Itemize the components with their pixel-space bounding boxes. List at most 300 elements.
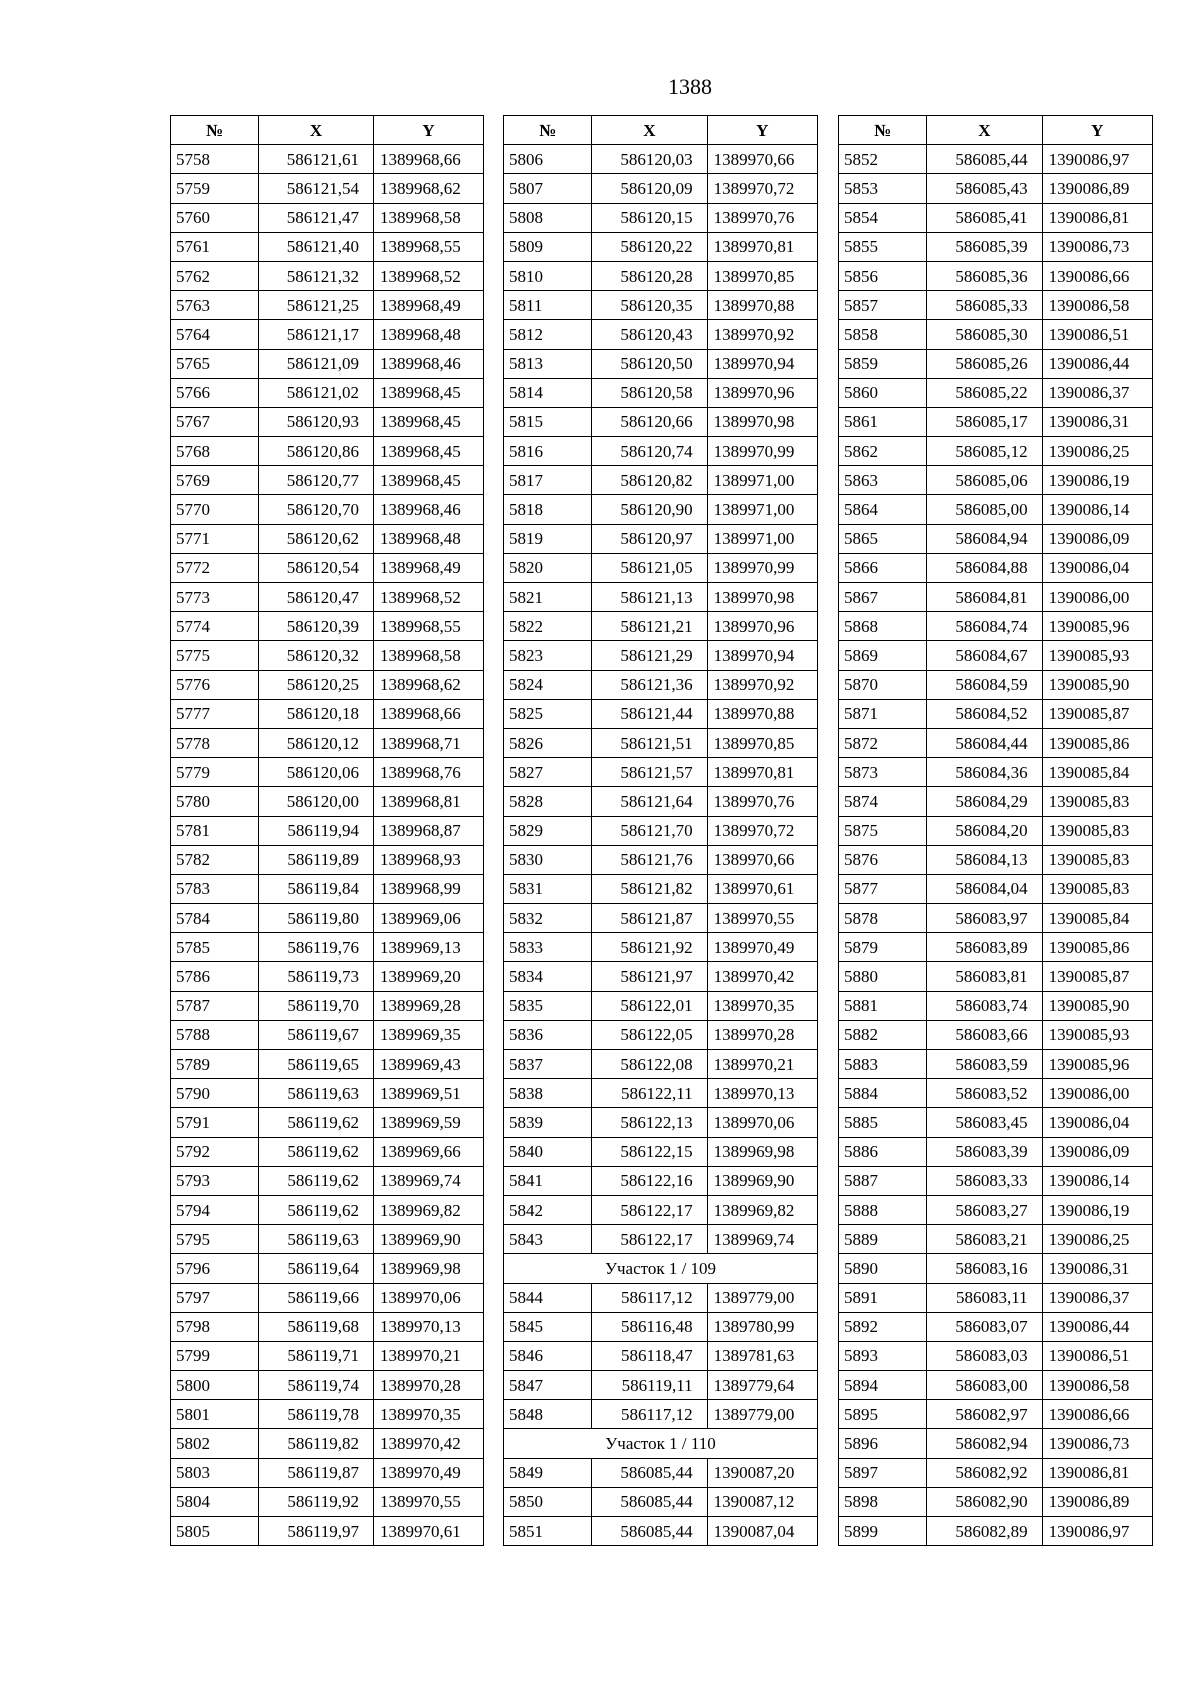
y-coordinate-cell: 1389970,06 [707,1108,817,1137]
point-number-cell: 5786 [171,962,259,991]
table-row [504,203,818,232]
point-number-cell: 5779 [171,758,259,787]
table-row [839,203,1153,232]
x-coordinate-cell: 586122,17 [592,1195,707,1224]
x-coordinate-cell: 586122,08 [592,1050,707,1079]
point-number-cell: 5883 [839,1050,927,1079]
table-row [839,991,1153,1020]
y-coordinate-cell: 1389970,88 [707,291,817,320]
table-row [839,320,1153,349]
table-row [504,1371,818,1400]
point-number-cell: 5782 [171,845,259,874]
table-row [504,933,818,962]
y-coordinate-cell: 1389969,59 [374,1108,484,1137]
y-coordinate-cell: 1390086,25 [1042,1225,1152,1254]
table-row [504,291,818,320]
table-row [839,787,1153,816]
table-row [171,1079,484,1108]
point-number-cell: 5853 [839,174,927,203]
point-number-cell: 5772 [171,553,259,582]
x-coordinate-cell: 586121,36 [592,670,707,699]
x-coordinate-cell: 586120,58 [592,378,707,407]
x-coordinate-cell: 586119,84 [259,874,374,903]
y-coordinate-cell: 1389970,98 [707,407,817,436]
x-coordinate-cell: 586120,93 [259,407,374,436]
point-number-cell: 5847 [504,1371,592,1400]
table-row [504,1108,818,1137]
point-number-cell: 5814 [504,378,592,407]
table-row [839,349,1153,378]
table-header-row [171,116,484,145]
point-number-cell: 5833 [504,933,592,962]
point-number-cell: 5895 [839,1400,927,1429]
table-row [504,349,818,378]
point-number-cell: 5766 [171,378,259,407]
y-coordinate-cell: 1389970,98 [707,583,817,612]
point-number-cell: 5815 [504,407,592,436]
point-number-cell: 5770 [171,495,259,524]
x-coordinate-cell: 586083,59 [927,1050,1042,1079]
x-coordinate-cell: 586119,63 [259,1079,374,1108]
point-number-cell: 5785 [171,933,259,962]
table-row [839,495,1153,524]
y-coordinate-cell: 1389779,00 [707,1400,817,1429]
x-coordinate-cell: 586121,51 [592,728,707,757]
x-coordinate-cell: 586116,48 [592,1312,707,1341]
table-row [171,612,484,641]
table-row [171,174,484,203]
point-number-cell: 5788 [171,1020,259,1049]
point-number-cell: 5892 [839,1312,927,1341]
table-row [839,1517,1153,1546]
point-number-cell: 5890 [839,1254,927,1283]
section-row [504,1254,818,1283]
y-coordinate-cell: 1390085,84 [1042,758,1152,787]
header-y: Y [707,116,817,145]
y-coordinate-cell: 1389970,96 [707,378,817,407]
x-coordinate-cell: 586084,29 [927,787,1042,816]
point-number-cell: 5872 [839,728,927,757]
table-row [839,874,1153,903]
y-coordinate-cell: 1389970,88 [707,699,817,728]
table-row [171,670,484,699]
x-coordinate-cell: 586084,94 [927,524,1042,553]
point-number-cell: 5836 [504,1020,592,1049]
x-coordinate-cell: 586119,64 [259,1254,374,1283]
section-label: Участок 1 / 110 [504,1429,818,1458]
x-coordinate-cell: 586085,44 [592,1517,707,1546]
y-coordinate-cell: 1390086,97 [1042,145,1152,174]
x-coordinate-cell: 586084,52 [927,699,1042,728]
table-row [504,437,818,466]
y-coordinate-cell: 1389968,71 [374,728,484,757]
table-row [171,1458,484,1487]
table-row [171,641,484,670]
y-coordinate-cell: 1389970,13 [707,1079,817,1108]
point-number-cell: 5769 [171,466,259,495]
x-coordinate-cell: 586121,25 [259,291,374,320]
table-row [839,407,1153,436]
point-number-cell: 5831 [504,874,592,903]
table-row [504,495,818,524]
x-coordinate-cell: 586085,33 [927,291,1042,320]
x-coordinate-cell: 586121,21 [592,612,707,641]
y-coordinate-cell: 1389781,63 [707,1341,817,1370]
table-row [504,553,818,582]
y-coordinate-cell: 1390085,96 [1042,612,1152,641]
table-row [504,1517,818,1546]
y-coordinate-cell: 1390085,93 [1042,1020,1152,1049]
table-row [171,583,484,612]
point-number-cell: 5857 [839,291,927,320]
x-coordinate-cell: 586084,20 [927,816,1042,845]
table-row [839,1341,1153,1370]
table-row [171,320,484,349]
point-number-cell: 5837 [504,1050,592,1079]
point-number-cell: 5889 [839,1225,927,1254]
y-coordinate-cell: 1389970,66 [707,145,817,174]
y-coordinate-cell: 1389970,92 [707,320,817,349]
y-coordinate-cell: 1389969,66 [374,1137,484,1166]
x-coordinate-cell: 586085,44 [927,145,1042,174]
point-number-cell: 5787 [171,991,259,1020]
x-coordinate-cell: 586120,54 [259,553,374,582]
table-row [839,1137,1153,1166]
x-coordinate-cell: 586085,17 [927,407,1042,436]
y-coordinate-cell: 1389968,48 [374,320,484,349]
x-coordinate-cell: 586120,62 [259,524,374,553]
table-row [171,291,484,320]
point-number-cell: 5791 [171,1108,259,1137]
y-coordinate-cell: 1390086,97 [1042,1517,1152,1546]
table-row [171,816,484,845]
table-row [171,758,484,787]
x-coordinate-cell: 586085,06 [927,466,1042,495]
x-coordinate-cell: 586085,44 [592,1458,707,1487]
point-number-cell: 5899 [839,1517,927,1546]
y-coordinate-cell: 1389969,90 [374,1225,484,1254]
y-coordinate-cell: 1389970,35 [707,991,817,1020]
y-coordinate-cell: 1389969,98 [374,1254,484,1283]
y-coordinate-cell: 1389968,76 [374,758,484,787]
y-coordinate-cell: 1390085,90 [1042,670,1152,699]
y-coordinate-cell: 1390086,89 [1042,1487,1152,1516]
y-coordinate-cell: 1389969,20 [374,962,484,991]
point-number-cell: 5783 [171,874,259,903]
x-coordinate-cell: 586120,97 [592,524,707,553]
table-row [504,1225,818,1254]
table-row [171,349,484,378]
y-coordinate-cell: 1389969,06 [374,904,484,933]
y-coordinate-cell: 1389969,90 [707,1166,817,1195]
header-y: Y [1042,116,1152,145]
y-coordinate-cell: 1390086,00 [1042,1079,1152,1108]
x-coordinate-cell: 586119,62 [259,1166,374,1195]
table-row [839,699,1153,728]
point-number-cell: 5859 [839,349,927,378]
x-coordinate-cell: 586120,50 [592,349,707,378]
point-number-cell: 5846 [504,1341,592,1370]
y-coordinate-cell: 1389970,06 [374,1283,484,1312]
x-coordinate-cell: 586121,02 [259,378,374,407]
table-row [171,145,484,174]
point-number-cell: 5878 [839,904,927,933]
point-number-cell: 5854 [839,203,927,232]
table-row [504,1050,818,1079]
table-row [839,1371,1153,1400]
table-row [504,407,818,436]
header-x: X [927,116,1042,145]
y-coordinate-cell: 1390085,96 [1042,1050,1152,1079]
y-coordinate-cell: 1390086,81 [1042,1458,1152,1487]
table-row [504,1195,818,1224]
table-row [171,232,484,261]
point-number-cell: 5880 [839,962,927,991]
x-coordinate-cell: 586121,97 [592,962,707,991]
table-row [839,1050,1153,1079]
point-number-cell: 5888 [839,1195,927,1224]
table-row [504,583,818,612]
table-row [839,641,1153,670]
table-row [839,904,1153,933]
y-coordinate-cell: 1390086,44 [1042,349,1152,378]
x-coordinate-cell: 586122,13 [592,1108,707,1137]
table-row [504,816,818,845]
y-coordinate-cell: 1389968,99 [374,874,484,903]
x-coordinate-cell: 586119,87 [259,1458,374,1487]
y-coordinate-cell: 1390086,31 [1042,407,1152,436]
table-row [839,261,1153,290]
point-number-cell: 5777 [171,699,259,728]
x-coordinate-cell: 586085,43 [927,174,1042,203]
point-number-cell: 5812 [504,320,592,349]
x-coordinate-cell: 586085,12 [927,437,1042,466]
y-coordinate-cell: 1389970,96 [707,612,817,641]
table-row [504,320,818,349]
y-coordinate-cell: 1389970,66 [707,845,817,874]
point-number-cell: 5862 [839,437,927,466]
y-coordinate-cell: 1389968,52 [374,583,484,612]
table-row [171,904,484,933]
point-number-cell: 5842 [504,1195,592,1224]
x-coordinate-cell: 586117,12 [592,1283,707,1312]
y-coordinate-cell: 1390085,83 [1042,874,1152,903]
x-coordinate-cell: 586084,88 [927,553,1042,582]
point-number-cell: 5764 [171,320,259,349]
table-row [171,524,484,553]
point-number-cell: 5891 [839,1283,927,1312]
table-row [839,174,1153,203]
point-number-cell: 5874 [839,787,927,816]
table-row [171,466,484,495]
table-row [171,1254,484,1283]
x-coordinate-cell: 586120,74 [592,437,707,466]
x-coordinate-cell: 586085,41 [927,203,1042,232]
y-coordinate-cell: 1390086,14 [1042,495,1152,524]
table-row [839,378,1153,407]
y-coordinate-cell: 1389970,85 [707,728,817,757]
point-number-cell: 5881 [839,991,927,1020]
y-coordinate-cell: 1389970,99 [707,437,817,466]
header-number: № [839,116,927,145]
point-number-cell: 5799 [171,1341,259,1370]
x-coordinate-cell: 586118,47 [592,1341,707,1370]
point-number-cell: 5808 [504,203,592,232]
point-number-cell: 5803 [171,1458,259,1487]
point-number-cell: 5828 [504,787,592,816]
x-coordinate-cell: 586120,43 [592,320,707,349]
y-coordinate-cell: 1389970,61 [707,874,817,903]
x-coordinate-cell: 586083,52 [927,1079,1042,1108]
x-coordinate-cell: 586120,28 [592,261,707,290]
x-coordinate-cell: 586121,09 [259,349,374,378]
point-number-cell: 5805 [171,1517,259,1546]
point-number-cell: 5825 [504,699,592,728]
point-number-cell: 5832 [504,904,592,933]
y-coordinate-cell: 1389780,99 [707,1312,817,1341]
y-coordinate-cell: 1389970,21 [707,1050,817,1079]
point-number-cell: 5816 [504,437,592,466]
y-coordinate-cell: 1389968,45 [374,466,484,495]
x-coordinate-cell: 586122,17 [592,1225,707,1254]
header-x: X [592,116,707,145]
x-coordinate-cell: 586121,17 [259,320,374,349]
x-coordinate-cell: 586085,30 [927,320,1042,349]
x-coordinate-cell: 586083,74 [927,991,1042,1020]
y-coordinate-cell: 1390086,00 [1042,583,1152,612]
table-row [504,1458,818,1487]
point-number-cell: 5794 [171,1195,259,1224]
x-coordinate-cell: 586121,40 [259,232,374,261]
y-coordinate-cell: 1390086,19 [1042,466,1152,495]
x-coordinate-cell: 586120,77 [259,466,374,495]
point-number-cell: 5793 [171,1166,259,1195]
y-coordinate-cell: 1389970,28 [707,1020,817,1049]
table-row [171,1371,484,1400]
y-coordinate-cell: 1389968,81 [374,787,484,816]
x-coordinate-cell: 586085,26 [927,349,1042,378]
point-number-cell: 5822 [504,612,592,641]
x-coordinate-cell: 586117,12 [592,1400,707,1429]
x-coordinate-cell: 586122,01 [592,991,707,1020]
point-number-cell: 5877 [839,874,927,903]
x-coordinate-cell: 586084,74 [927,612,1042,641]
y-coordinate-cell: 1390085,83 [1042,787,1152,816]
x-coordinate-cell: 586119,94 [259,816,374,845]
x-coordinate-cell: 586121,54 [259,174,374,203]
x-coordinate-cell: 586121,70 [592,816,707,845]
y-coordinate-cell: 1390086,73 [1042,232,1152,261]
point-number-cell: 5850 [504,1487,592,1516]
x-coordinate-cell: 586122,16 [592,1166,707,1195]
y-coordinate-cell: 1389970,21 [374,1341,484,1370]
point-number-cell: 5795 [171,1225,259,1254]
x-coordinate-cell: 586120,00 [259,787,374,816]
table-row [504,1166,818,1195]
x-coordinate-cell: 586085,44 [592,1487,707,1516]
table-row [171,1341,484,1370]
table-row [504,1137,818,1166]
y-coordinate-cell: 1389970,94 [707,641,817,670]
header-number: № [504,116,592,145]
table-row [171,1400,484,1429]
point-number-cell: 5873 [839,758,927,787]
point-number-cell: 5839 [504,1108,592,1137]
point-number-cell: 5806 [504,145,592,174]
x-coordinate-cell: 586085,36 [927,261,1042,290]
x-coordinate-cell: 586120,35 [592,291,707,320]
x-coordinate-cell: 586121,47 [259,203,374,232]
x-coordinate-cell: 586119,62 [259,1137,374,1166]
point-number-cell: 5864 [839,495,927,524]
x-coordinate-cell: 586084,13 [927,845,1042,874]
x-coordinate-cell: 586120,15 [592,203,707,232]
table-row [504,787,818,816]
y-coordinate-cell: 1390086,37 [1042,378,1152,407]
table-row [839,1458,1153,1487]
table-row [839,1020,1153,1049]
y-coordinate-cell: 1389970,28 [374,1371,484,1400]
table-row [171,1283,484,1312]
point-number-cell: 5817 [504,466,592,495]
table-row [171,203,484,232]
table-row [839,524,1153,553]
header-number: № [171,116,259,145]
y-coordinate-cell: 1390086,31 [1042,1254,1152,1283]
y-coordinate-cell: 1389970,92 [707,670,817,699]
x-coordinate-cell: 586120,06 [259,758,374,787]
point-number-cell: 5759 [171,174,259,203]
x-coordinate-cell: 586120,22 [592,232,707,261]
table-row [839,437,1153,466]
y-coordinate-cell: 1389969,74 [374,1166,484,1195]
point-number-cell: 5821 [504,583,592,612]
table-row [171,495,484,524]
x-coordinate-cell: 586119,66 [259,1283,374,1312]
y-coordinate-cell: 1389970,55 [707,904,817,933]
point-number-cell: 5801 [171,1400,259,1429]
y-coordinate-cell: 1389969,51 [374,1079,484,1108]
point-number-cell: 5804 [171,1487,259,1516]
y-coordinate-cell: 1390087,20 [707,1458,817,1487]
table-row [171,553,484,582]
y-coordinate-cell: 1389968,55 [374,612,484,641]
x-coordinate-cell: 586122,05 [592,1020,707,1049]
y-coordinate-cell: 1389968,46 [374,495,484,524]
table-row [839,232,1153,261]
y-coordinate-cell: 1389968,66 [374,145,484,174]
x-coordinate-cell: 586120,09 [592,174,707,203]
x-coordinate-cell: 586083,39 [927,1137,1042,1166]
table-row [839,728,1153,757]
y-coordinate-cell: 1389970,49 [374,1458,484,1487]
point-number-cell: 5848 [504,1400,592,1429]
table-row [504,174,818,203]
point-number-cell: 5866 [839,553,927,582]
table-row [171,1020,484,1049]
table-row [839,758,1153,787]
table-row [839,612,1153,641]
y-coordinate-cell: 1389970,35 [374,1400,484,1429]
x-coordinate-cell: 586083,21 [927,1225,1042,1254]
y-coordinate-cell: 1390085,86 [1042,933,1152,962]
y-coordinate-cell: 1389970,72 [707,816,817,845]
point-number-cell: 5841 [504,1166,592,1195]
y-coordinate-cell: 1389968,55 [374,232,484,261]
point-number-cell: 5838 [504,1079,592,1108]
point-number-cell: 5896 [839,1429,927,1458]
point-number-cell: 5761 [171,232,259,261]
